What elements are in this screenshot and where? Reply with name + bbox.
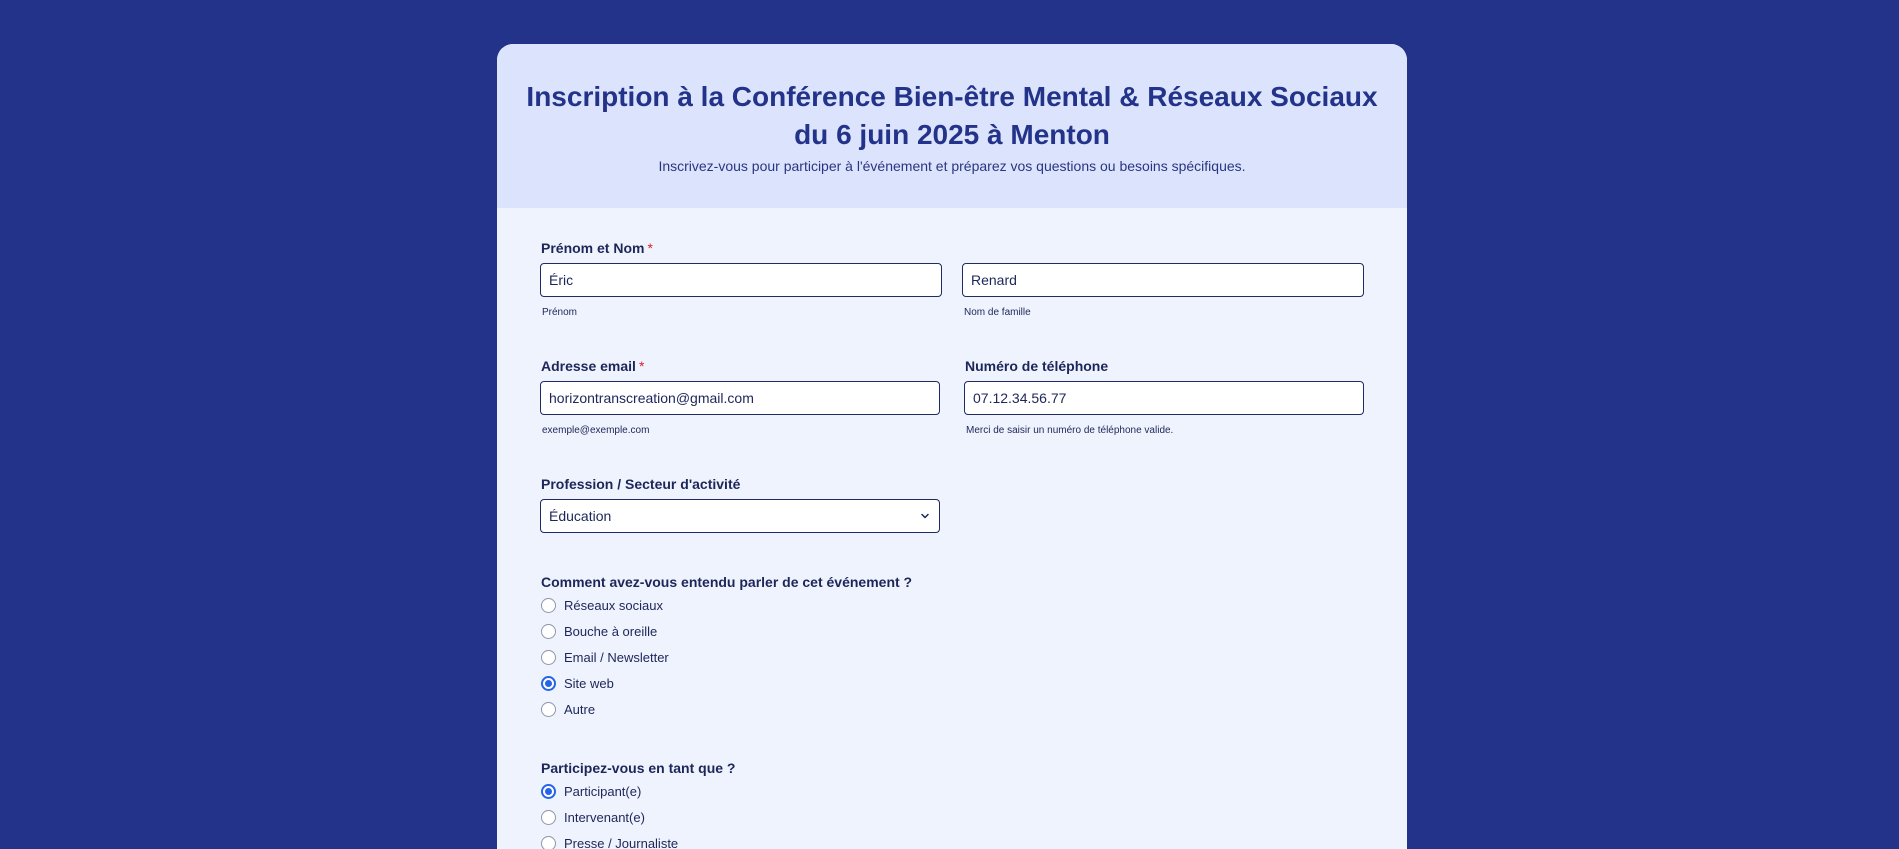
profession-label: Profession / Secteur d'activité [541, 476, 741, 492]
profession-selected-value: Éducation [549, 508, 612, 524]
radio-button[interactable] [541, 784, 556, 799]
role-option-label: Intervenant(e) [564, 809, 645, 825]
phone-sublabel: Merci de saisir un numéro de téléphone valide. [966, 425, 1174, 436]
radio-button[interactable] [541, 598, 556, 613]
source-option-label: Autre [564, 701, 596, 717]
radio-button[interactable] [541, 810, 556, 825]
source-option[interactable] [541, 621, 657, 641]
source-option-label: Email / Newsletter [564, 649, 669, 665]
form-subtitle: Inscrivez-vous pour participer à l'événement et préparez vos questions ou besoins spécifiques. [658, 158, 1246, 174]
form-title-line2: du 6 juin 2025 à Menton [794, 119, 1110, 150]
email-input[interactable] [540, 381, 940, 415]
name-label-text: Prénom et Nom [541, 240, 645, 256]
last-name-input[interactable] [962, 263, 1364, 297]
form-title-line1: Inscription à la Conférence Bien-être Mental & Réseaux Sociaux [526, 81, 1378, 112]
role-option[interactable] [541, 807, 645, 827]
profession-select[interactable] [540, 499, 940, 533]
first-name-input[interactable] [540, 263, 942, 297]
radio-button[interactable] [541, 624, 556, 639]
required-marker: * [638, 358, 645, 374]
phone-input[interactable] [964, 381, 1364, 415]
source-option-label: Réseaux sociaux [564, 597, 663, 613]
role-option-label: Participant(e) [564, 783, 642, 799]
source-option-label: Bouche à oreille [564, 623, 658, 639]
source-option[interactable] [541, 595, 663, 615]
email-label-text: Adresse email [541, 358, 636, 374]
name-label [541, 240, 653, 256]
role-option[interactable] [541, 833, 678, 849]
email-label [541, 358, 644, 374]
first-name-sublabel: Prénom [542, 307, 578, 318]
radio-button[interactable] [541, 836, 556, 849]
phone-label: Numéro de téléphone [965, 358, 1109, 374]
radio-button[interactable] [541, 676, 556, 691]
source-option[interactable] [541, 699, 595, 719]
source-label: Comment avez-vous entendu parler de cet événement ? [541, 574, 913, 590]
last-name-sublabel: Nom de famille [964, 307, 1031, 318]
source-option-label: Site web [564, 675, 614, 691]
role-option[interactable] [541, 781, 641, 801]
role-label: Participez-vous en tant que ? [541, 760, 736, 776]
form-title [522, 78, 1382, 154]
form-header [497, 44, 1407, 208]
source-option[interactable] [541, 647, 669, 667]
email-sublabel: exemple@exemple.com [542, 425, 650, 436]
chevron-down-icon [919, 510, 931, 522]
radio-button[interactable] [541, 650, 556, 665]
role-option-label: Presse / Journaliste [564, 835, 679, 849]
radio-button[interactable] [541, 702, 556, 717]
source-option[interactable] [541, 673, 614, 693]
form-card [497, 44, 1407, 849]
required-marker: * [647, 240, 653, 256]
